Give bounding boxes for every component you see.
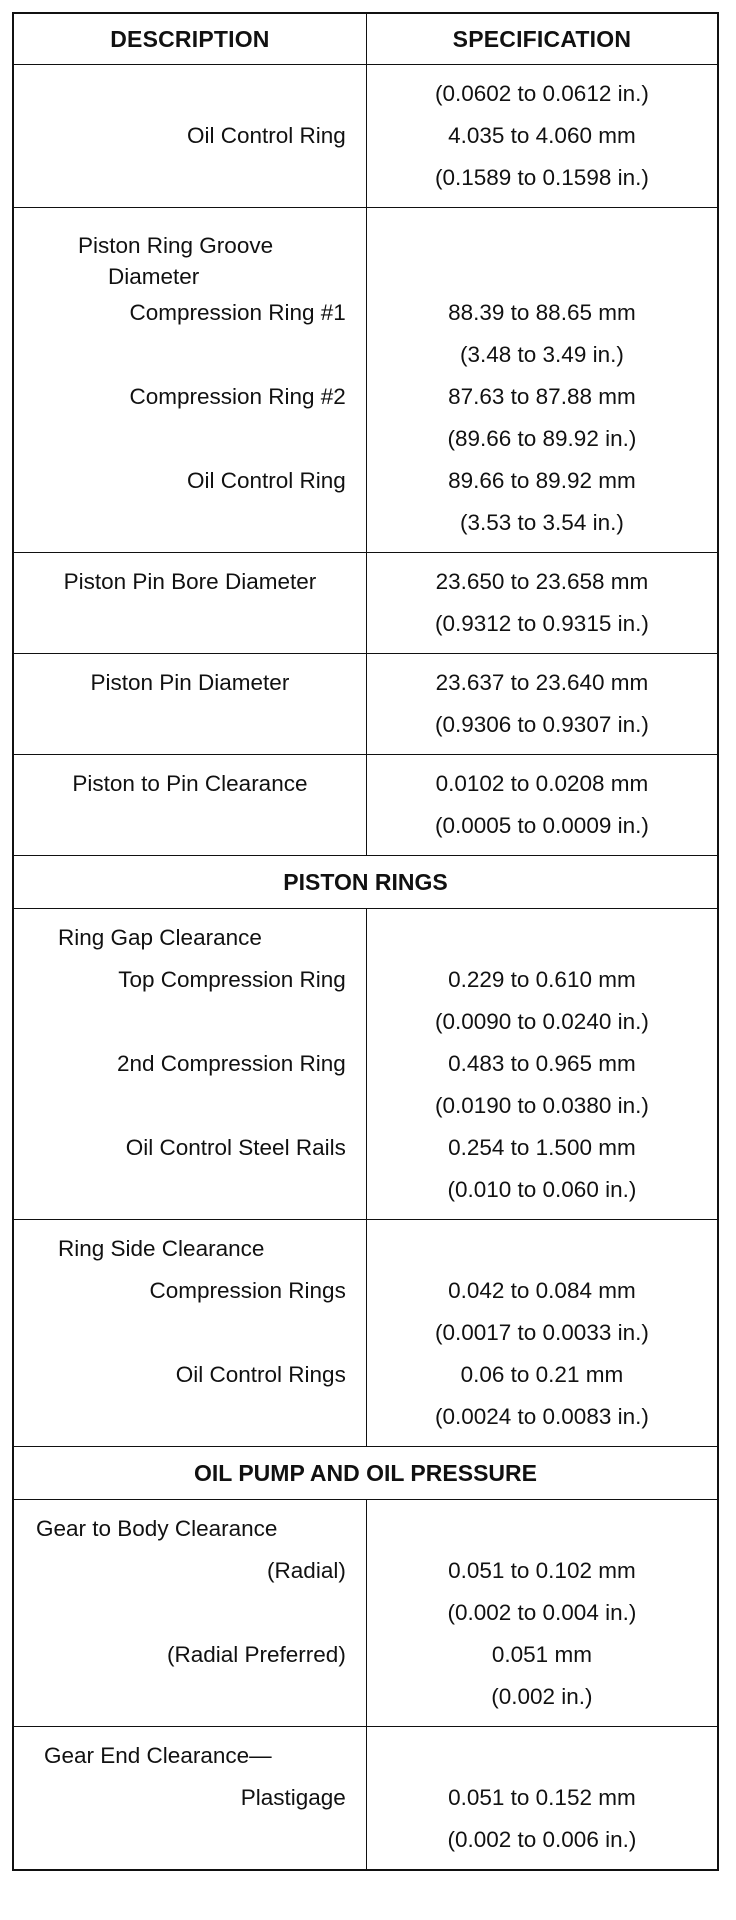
group-title: Gear to Body Clearance [36,1516,278,1541]
spec-mm: 4.035 to 4.060 mm [448,123,636,148]
table-row [13,65,718,208]
table-row [13,654,718,755]
specification-header: SPECIFICATION [366,13,718,65]
spec-inch: (0.0190 to 0.0380 in.) [434,1093,649,1118]
spec-mm: 0.051 mm [491,1642,592,1667]
specification-table [12,12,719,1871]
table-row [13,553,718,654]
spec-mm: 89.66 to 89.92 mm [448,468,636,493]
spec-mm: 0.051 to 0.152 mm [448,1785,636,1810]
spec-mm: 0.483 to 0.965 mm [448,1051,636,1076]
table-row [13,909,718,1220]
section-row [13,1447,718,1500]
row-label: Top Compression Ring [118,967,346,992]
section-row [13,856,718,909]
spec-inch: (0.0602 to 0.0612 in.) [434,81,649,106]
row-label: Compression Ring #1 [129,300,346,325]
row-label: (Radial) [267,1558,346,1583]
group-title: Ring Gap Clearance [58,925,262,950]
spec-mm: 88.39 to 88.65 mm [448,300,636,325]
row-label: Piston to Pin Clearance [72,771,308,796]
group-title: Piston Ring Groove [78,233,274,258]
spec-mm: 0.0102 to 0.0208 mm [435,771,649,796]
spec-mm: 0.229 to 0.610 mm [448,967,636,992]
table-row [13,208,718,553]
spec-inch: (89.66 to 89.92 in.) [447,426,637,451]
row-label: Plastigage [240,1785,346,1810]
spec-mm: 0.06 to 0.21 mm [460,1362,624,1387]
spec-inch: (3.53 to 3.54 in.) [459,510,624,535]
spec-mm: 0.042 to 0.084 mm [448,1278,636,1303]
spec-inch: (0.002 to 0.006 in.) [447,1827,637,1852]
spec-inch: (0.002 in.) [491,1684,593,1709]
section-heading: PISTON RINGS [13,856,718,909]
spec-inch: (0.0005 to 0.0009 in.) [434,813,649,838]
spec-mm: 87.63 to 87.88 mm [448,384,636,409]
table-row [13,1500,718,1727]
row-label: Oil Control Ring [187,123,346,148]
table-row [13,755,718,856]
spec-mm: 23.637 to 23.640 mm [435,670,649,695]
group-title-cont: Diameter [108,264,200,289]
row-label: (Radial Preferred) [167,1642,346,1667]
spec-mm: 0.254 to 1.500 mm [448,1135,636,1160]
table-header-row [13,13,718,65]
spec-inch: (0.9306 to 0.9307 in.) [434,712,649,737]
row-label: Piston Pin Bore Diameter [63,569,317,594]
description-header: DESCRIPTION [13,13,366,65]
spec-mm: 0.051 to 0.102 mm [448,1558,636,1583]
spec-mm: 23.650 to 23.658 mm [435,569,649,594]
spec-inch: (0.0017 to 0.0033 in.) [434,1320,649,1345]
spec-inch: (0.0024 to 0.0083 in.) [434,1404,649,1429]
table-row [13,1220,718,1447]
row-label: Piston Pin Diameter [90,670,290,695]
spec-inch: (0.9312 to 0.9315 in.) [434,611,649,636]
row-label: Oil Control Rings [175,1362,346,1387]
section-heading: OIL PUMP AND OIL PRESSURE [13,1447,718,1500]
spec-inch: (3.48 to 3.49 in.) [459,342,624,367]
spec-inch: (0.1589 to 0.1598 in.) [434,165,649,190]
group-title: Gear End Clearance— [44,1743,272,1768]
row-label: Compression Ring #2 [129,384,346,409]
row-label: Compression Rings [149,1278,346,1303]
row-label: Oil Control Steel Rails [125,1135,346,1160]
spec-inch: (0.010 to 0.060 in.) [447,1177,637,1202]
spec-inch: (0.0090 to 0.0240 in.) [434,1009,649,1034]
spec-inch: (0.002 to 0.004 in.) [447,1600,637,1625]
group-title: Ring Side Clearance [58,1236,265,1261]
row-label: Oil Control Ring [187,468,346,493]
table-row [13,1727,718,1871]
row-label: 2nd Compression Ring [116,1051,346,1076]
